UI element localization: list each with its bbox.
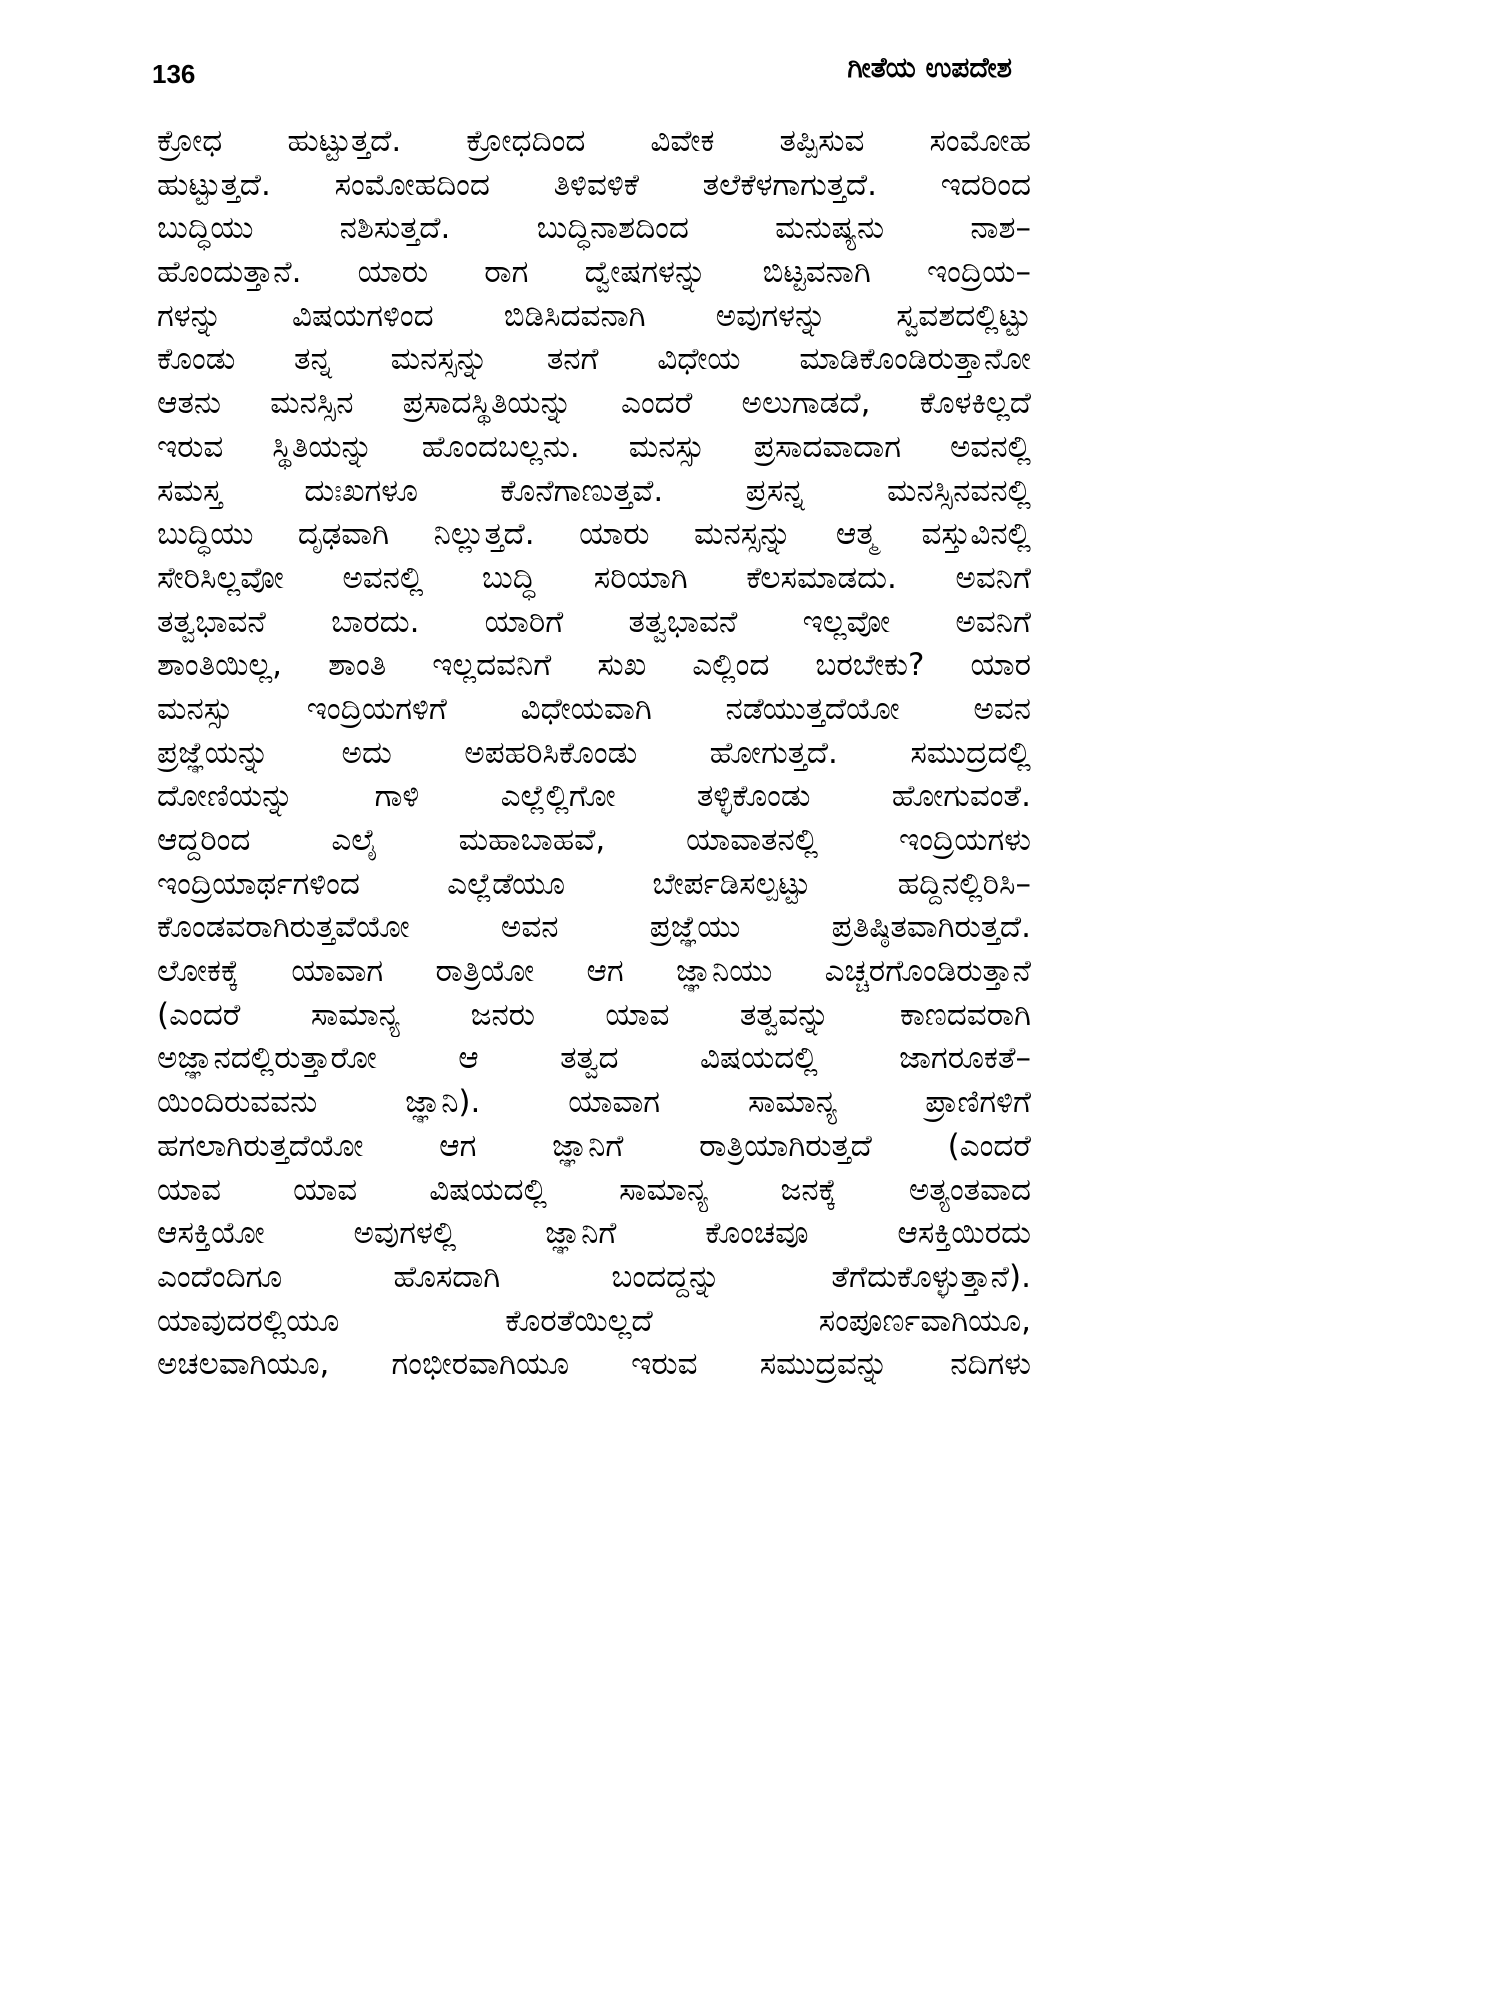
text-line: ಶಾಂತಿಯಿಲ್ಲ, ಶಾಂತಿ ಇಲ್ಲದವನಿಗೆ ಸುಖ ಎಲ್ಲಿಂದ ಬರಬೇಕು? ಯಾರ: [157, 647, 1031, 684]
text-line: ಬುದ್ಧಿಯು ದೃಢವಾಗಿ ನಿಲ್ಲುತ್ತದೆ. ಯಾರು ಮನಸ್ಸನ್ನು ಆತ್ಮ ವಸ್ತುವಿನಲ್ಲಿ: [157, 516, 1031, 553]
text-line: ಅಜ್ಞಾನದಲ್ಲಿರುತ್ತಾರೋ ಆ ತತ್ವದ ವಿಷಯದಲ್ಲಿ ಜಾಗರೂಕತೆ–: [157, 1040, 1031, 1077]
text-line: ಹಗಲಾಗಿರುತ್ತದೆಯೋ ಆಗ ಜ್ಞಾನಿಗೆ ರಾತ್ರಿಯಾಗಿರುತ್ತದೆ (ಎಂದರೆ: [157, 1127, 1031, 1164]
text-line: ಗಳನ್ನು ವಿಷಯಗಳಿಂದ ಬಿಡಿಸಿದವನಾಗಿ ಅವುಗಳನ್ನು ಸ್ವವಶದಲ್ಲಿಟ್ಟು: [157, 297, 1031, 334]
text-line: ಎಂದೆಂದಿಗೂ ಹೊಸದಾಗಿ ಬಂದದ್ದನ್ನು ತೆಗೆದುಕೊಳ್ಳುತ್ತಾನೆ).: [157, 1258, 1031, 1295]
text-line: ಹೊಂದುತ್ತಾನೆ. ಯಾರು ರಾಗ ದ್ವೇಷಗಳನ್ನು ಬಿಟ್ಟವನಾಗಿ ಇಂದ್ರಿಯ–: [157, 254, 1031, 291]
text-line: ಲೋಕಕ್ಕೆ ಯಾವಾಗ ರಾತ್ರಿಯೋ ಆಗ ಜ್ಞಾನಿಯು ಎಚ್ಚರಗೊಂಡಿರುತ್ತಾನೆ: [157, 953, 1031, 990]
text-line: ಆಸಕ್ತಿಯೋ ಅವುಗಳಲ್ಲಿ ಜ್ಞಾನಿಗೆ ಕೊಂಚವೂ ಆಸಕ್ತಿಯಿರದು: [157, 1215, 1031, 1252]
text-line: ಯಾವ ಯಾವ ವಿಷಯದಲ್ಲಿ ಸಾಮಾನ್ಯ ಜನಕ್ಕೆ ಅತ್ಯಂತವಾದ: [157, 1171, 1031, 1208]
text-line: ಯಾವುದರಲ್ಲಿಯೂ ಕೊರತೆಯಿಲ್ಲದೆ ಸಂಪೂರ್ಣವಾಗಿಯೂ,: [157, 1302, 1031, 1339]
text-line: ಕೊಂಡು ತನ್ನ ಮನಸ್ಸನ್ನು ತನಗೆ ವಿಧೇಯ ಮಾಡಿಕೊಂಡಿರುತ್ತಾನೋ: [157, 341, 1031, 378]
text-line: ಕೊಂಡವರಾಗಿರುತ್ತವೆಯೋ ಅವನ ಪ್ರಜ್ಞೆಯು ಪ್ರತಿಷ್ಠಿತವಾಗಿರುತ್ತದೆ.: [157, 909, 1031, 946]
text-line: ಪ್ರಜ್ಞೆಯನ್ನು ಅದು ಅಪಹರಿಸಿಕೊಂಡು ಹೋಗುತ್ತದೆ. ಸಮುದ್ರದಲ್ಲಿ: [157, 734, 1031, 771]
text-line: ಬುದ್ಧಿಯು ನಶಿಸುತ್ತದೆ. ಬುದ್ಧಿನಾಶದಿಂದ ಮನುಷ್ಯನು ನಾಶ–: [157, 210, 1031, 247]
text-line: (ಎಂದರೆ ಸಾಮಾನ್ಯ ಜನರು ಯಾವ ತತ್ವವನ್ನು ಕಾಣದವರಾಗಿ: [157, 996, 1031, 1033]
running-header: ಗೀತೆಯ ಉಪದೇಶ: [847, 51, 1012, 84]
text-line: ಆದ್ದರಿಂದ ಎಲೈ ಮಹಾಬಾಹವೆ, ಯಾವಾತನಲ್ಲಿ ಇಂದ್ರಿಯಗಳು: [157, 822, 1031, 858]
page-number: 136: [152, 59, 196, 89]
text-line: ಯಿಂದಿರುವವನು ಜ್ಞಾನಿ). ಯಾವಾಗ ಸಾಮಾನ್ಯ ಪ್ರಾಣಿಗಳಿಗೆ: [157, 1084, 1031, 1121]
text-line: ಕ್ರೋಧ ಹುಟ್ಟುತ್ತದೆ. ಕ್ರೋಧದಿಂದ ವಿವೇಕ ತಪ್ಪಿಸುವ ಸಂಮೋಹ: [157, 123, 1031, 159]
text-line: ಸಮಸ್ತ ದುಃಖಗಳೂ ಕೊನೆಗಾಣುತ್ತವೆ. ಪ್ರಸನ್ನ ಮನಸ್ಸಿನವನಲ್ಲಿ: [157, 472, 1031, 509]
text-line: ಇರುವ ಸ್ಥಿತಿಯನ್ನು ಹೊಂದಬಲ್ಲನು. ಮನಸ್ಸು ಪ್ರಸಾದವಾದಾಗ ಅವನಲ್ಲಿ: [157, 428, 1031, 465]
body-text: [157, 120, 1031, 1520]
text-line: ಹುಟ್ಟುತ್ತದೆ. ಸಂಮೋಹದಿಂದ ತಿಳಿವಳಿಕೆ ತಲೆಕೆಳಗಾಗುತ್ತದೆ. ಇದರಿಂದ: [157, 166, 1031, 203]
text-line: ತತ್ವಭಾವನೆ ಬಾರದು. ಯಾರಿಗೆ ತತ್ವಭಾವನೆ ಇಲ್ಲವೋ ಅವನಿಗೆ: [157, 603, 1031, 640]
text-line: ದೋಣಿಯನ್ನು ಗಾಳಿ ಎಲ್ಲೆಲ್ಲಿಗೋ ತಳ್ಳಿಕೊಂಡು ಹೋಗುವಂತೆ.: [157, 778, 1031, 815]
text-line: ಆತನು ಮನಸ್ಸಿನ ಪ್ರಸಾದಸ್ಥಿತಿಯನ್ನು ಎಂದರೆ ಅಲುಗಾಡದೆ, ಕೊಳಕಿಲ್ಲದೆ: [157, 385, 1031, 422]
text-line: ಅಚಲವಾಗಿಯೂ, ಗಂಭೀರವಾಗಿಯೂ ಇರುವ ಸಮುದ್ರವನ್ನು ನದಿಗಳು: [157, 1346, 1031, 1383]
text-line: ಸೇರಿಸಿಲ್ಲವೋ ಅವನಲ್ಲಿ ಬುದ್ಧಿ ಸರಿಯಾಗಿ ಕೆಲಸಮಾಡದು. ಅವನಿಗೆ: [157, 559, 1031, 596]
text-line: ಇಂದ್ರಿಯಾರ್ಥಗಳಿಂದ ಎಲ್ಲೆಡೆಯೂ ಬೇರ್ಪಡಿಸಲ್ಪಟ್ಟು ಹದ್ದಿನಲ್ಲಿರಿಸಿ–: [157, 865, 1031, 902]
text-line: ಮನಸ್ಸು ಇಂದ್ರಿಯಗಳಿಗೆ ವಿಧೇಯವಾಗಿ ನಡೆಯುತ್ತದೆಯೋ ಅವನ: [157, 690, 1031, 727]
